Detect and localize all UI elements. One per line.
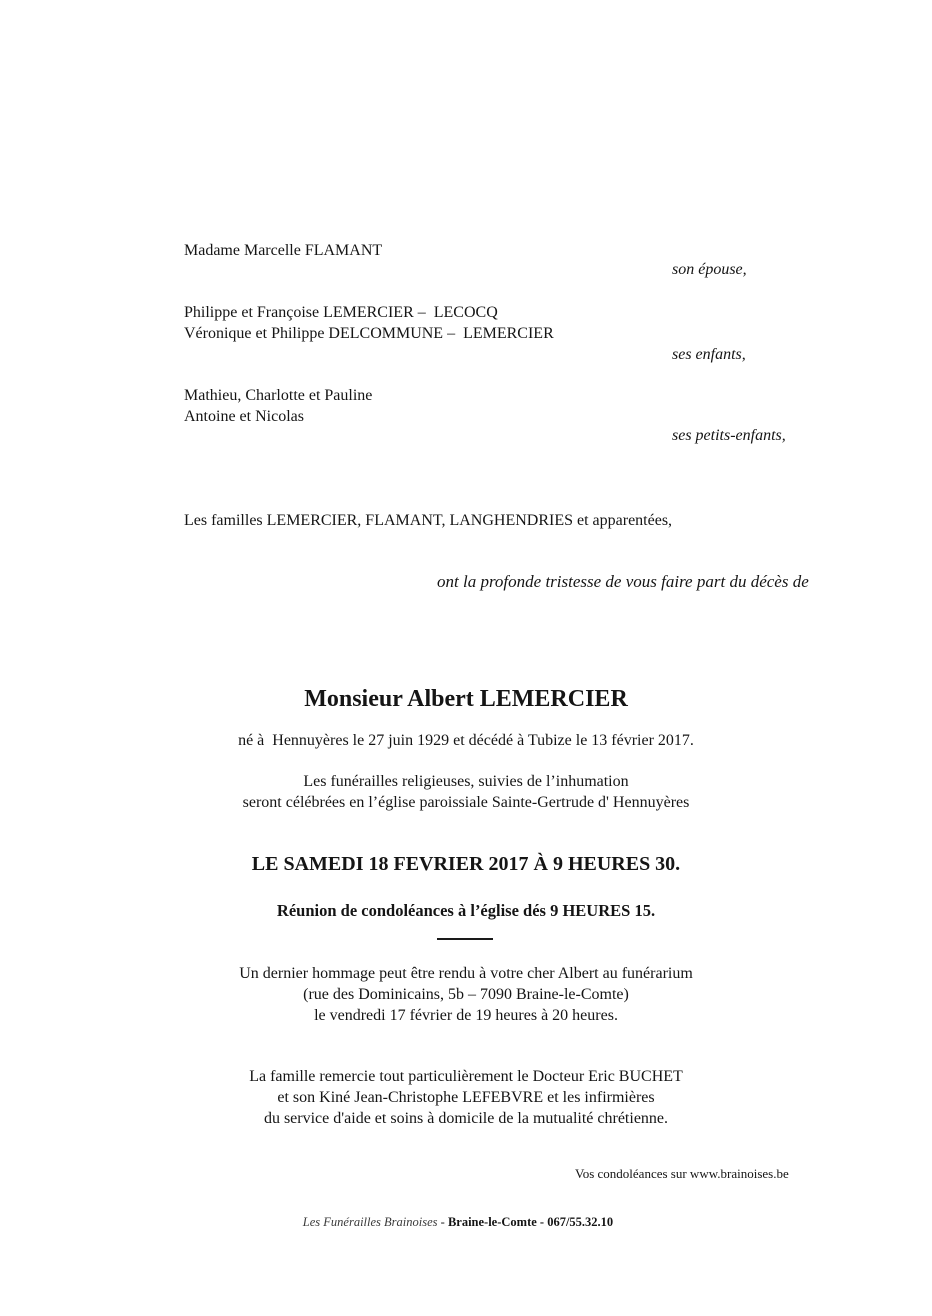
announcement-intro-phrase: ont la profonde tristesse de vous faire part du décès de bbox=[437, 572, 809, 591]
thanks-line-3: du service d'aide et soins à domicile de la mutualité chrétienne. bbox=[263, 1110, 669, 1127]
families-line: Les familles LEMERCIER, FLAMANT, LANGHENDRIES et apparentées, bbox=[184, 512, 673, 529]
footer bbox=[8, 1214, 908, 1230]
thanks-block bbox=[0, 1066, 932, 1129]
condolences-meeting-line: Réunion de condoléances à l’église dés 9 HEURES 15. bbox=[276, 901, 656, 920]
spouse-relation-label: son épouse, bbox=[672, 261, 747, 278]
grandchildren-names-line-2: Antoine et Nicolas bbox=[184, 408, 304, 425]
birth-death-line: né à Hennuyères le 27 juin 1929 et décédé à Tubize le 13 février 2017. bbox=[238, 732, 694, 749]
viewing-line-1: Un dernier hommage peut être rendu à votre cher Albert au funérarium bbox=[239, 965, 693, 982]
grandchildren-relation-label: ses petits-enfants, bbox=[672, 427, 786, 444]
thanks-line-1: La famille remercie tout particulièrement le Docteur Eric BUCHET bbox=[249, 1068, 683, 1085]
children-names-line-1: Philippe et Françoise LEMERCIER – LECOCQ bbox=[184, 304, 498, 321]
online-condolences-line: Vos condoléances sur www.brainoises.be bbox=[575, 1166, 789, 1181]
ceremony-date-line: LE SAMEDI 18 FEVRIER 2017 À 9 HEURES 30. bbox=[251, 853, 681, 875]
viewing-line-2: (rue des Dominicains, 5b – 7090 Braine-le-Comte) bbox=[303, 986, 629, 1003]
deceased-name-title: Monsieur Albert LEMERCIER bbox=[304, 686, 628, 712]
ceremony-description bbox=[0, 771, 932, 813]
footer-contact-info: Braine-le-Comte - 067/55.32.10 bbox=[447, 1215, 614, 1229]
children-names-line-2: Véronique et Philippe DELCOMMUNE – LEMERCIER bbox=[184, 325, 554, 342]
footer-separator: - bbox=[437, 1215, 448, 1229]
ceremony-line-2: seront célébrées en l’église paroissiale Sainte-Gertrude d' Hennuyères bbox=[242, 794, 690, 811]
viewing-block bbox=[0, 963, 932, 1026]
thanks-line-2: et son Kiné Jean-Christophe LEFEBVRE et les infirmières bbox=[277, 1089, 655, 1106]
footer-funeral-home-name: Les Funérailles Brainoises bbox=[302, 1215, 438, 1229]
ceremony-line-1: Les funérailles religieuses, suivies de l’inhumation bbox=[303, 773, 629, 790]
section-divider-rule bbox=[437, 938, 493, 940]
grandchildren-names-line-1: Mathieu, Charlotte et Pauline bbox=[184, 387, 373, 404]
viewing-line-3: le vendredi 17 février de 19 heures à 20 heures. bbox=[314, 1007, 618, 1024]
children-relation-label: ses enfants, bbox=[672, 346, 746, 363]
spouse-name: Madame Marcelle FLAMANT bbox=[184, 242, 383, 259]
